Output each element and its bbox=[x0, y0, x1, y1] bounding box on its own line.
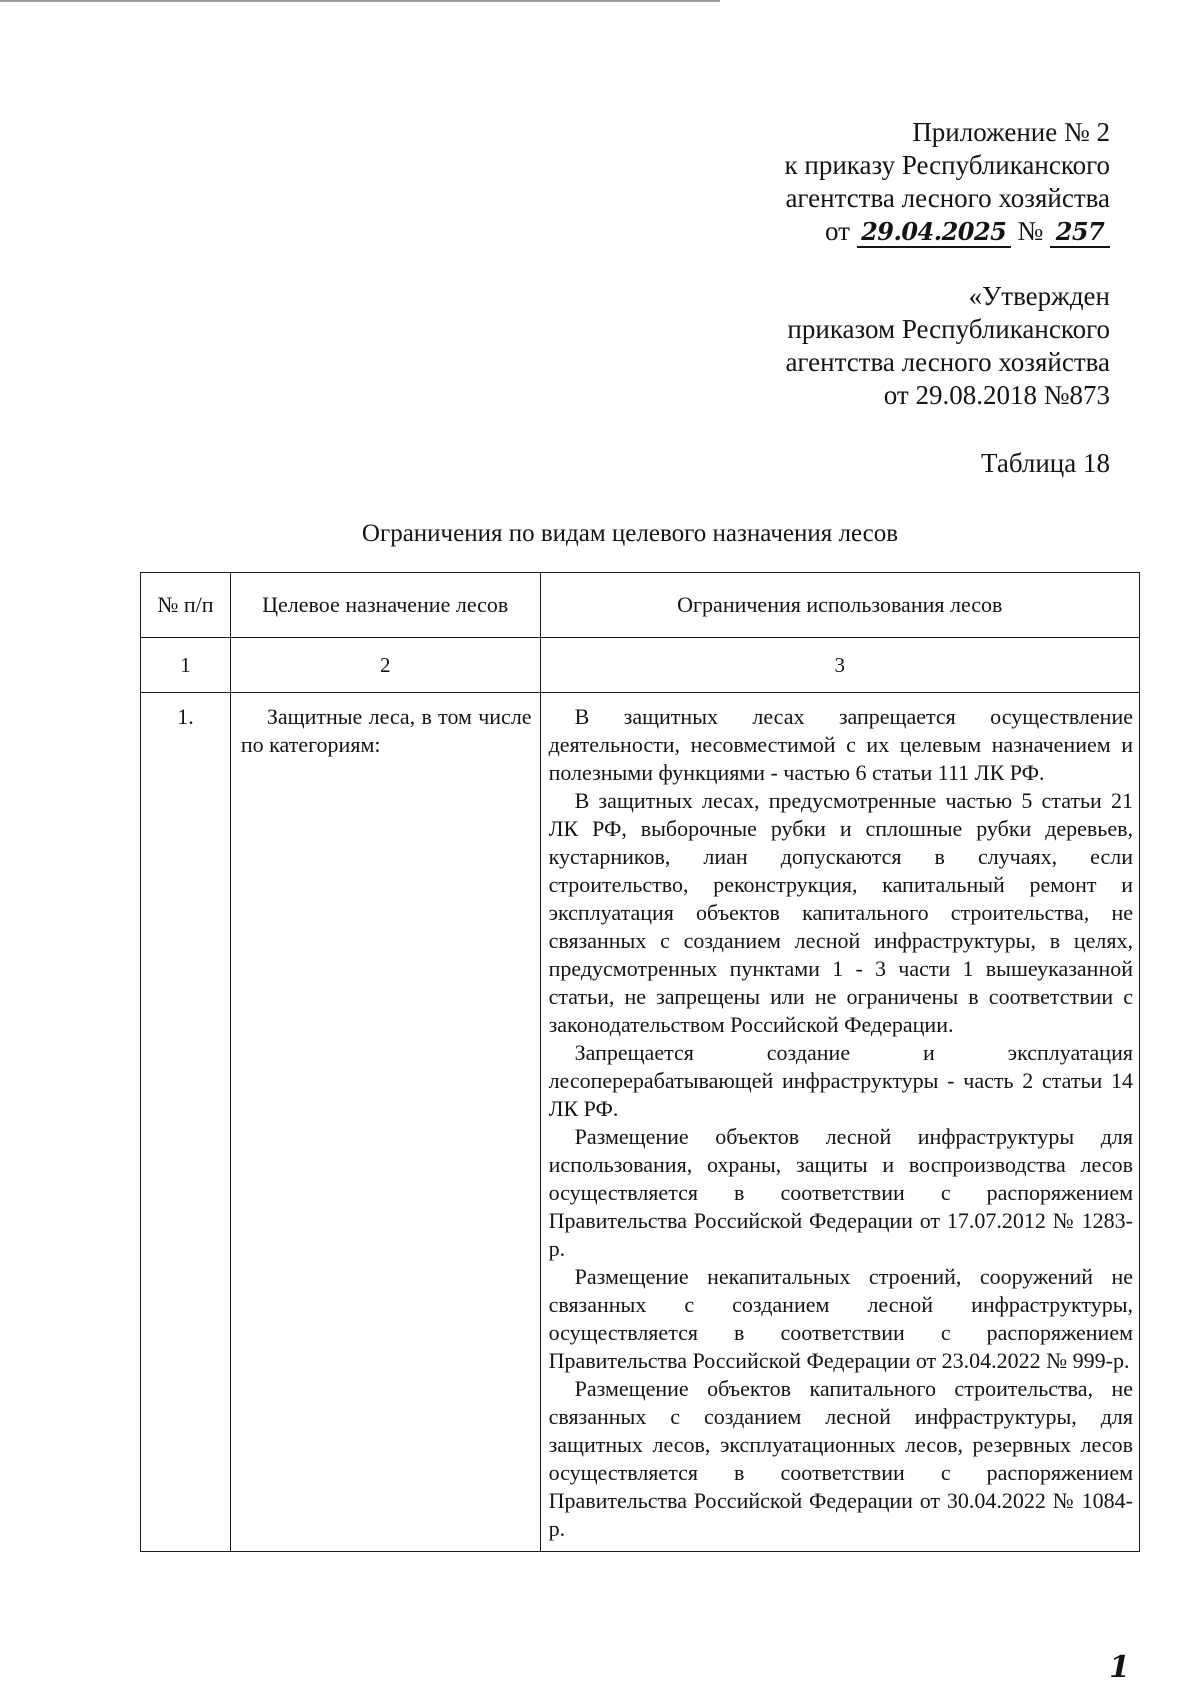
annex-date-prefix: от bbox=[825, 216, 857, 246]
approved-line-2: приказом Республиканского bbox=[787, 314, 1110, 344]
column-index-row bbox=[141, 638, 1140, 693]
row-restrictions bbox=[540, 693, 1139, 1552]
document-title: Ограничения по видам целевого назначения лесов bbox=[361, 520, 899, 547]
annex-line-2: к приказу Республиканского bbox=[784, 150, 1110, 180]
approved-header bbox=[785, 280, 1110, 412]
annex-line-1: Приложение № 2 bbox=[912, 117, 1110, 147]
table-row bbox=[141, 693, 1140, 1552]
row-purpose: Защитные леса, в том числе по категориям: bbox=[240, 704, 532, 757]
restriction-paragraph: Размещение объектов лесной инфраструктуры для использования, охраны, защиты и воспроизводства лесов осуществляется в соответствии с распоряжением Правительства Российской Федерации от 17.07.2012 № 1283-р. bbox=[548, 1124, 1133, 1261]
row-purpose-cell bbox=[230, 693, 540, 1552]
header-restrictions: Ограничения использования лесов bbox=[540, 573, 1139, 638]
column-index-1: 1 bbox=[141, 638, 231, 693]
restrictions-table bbox=[140, 572, 1140, 1552]
row-number: 1. bbox=[141, 693, 231, 1552]
header-number: № п/п bbox=[141, 573, 231, 638]
page-mark: 1 bbox=[1109, 1650, 1130, 1685]
restriction-paragraph: Запрещается создание и эксплуатация лесоперерабатывающей инфраструктуры - часть 2 статьи 14 ЛК РФ. bbox=[548, 1040, 1133, 1121]
column-index-3: 3 bbox=[540, 638, 1139, 693]
scan-top-edge bbox=[0, 0, 720, 2]
annex-number-prefix: № bbox=[1010, 216, 1050, 246]
approved-line-1: «Утвержден bbox=[968, 281, 1110, 311]
table-header-row bbox=[141, 573, 1140, 638]
approved-line-3: агентства лесного хозяйства bbox=[785, 347, 1110, 377]
restriction-paragraph: Размещение объектов капитального строительства, не связанных с созданием лесной инфраструктуры, для защитных лесов, эксплуатационных лесов, резервных лесов осуществляется в соответствии с распоряжением Правительства Российской Федерации от 30.04.2022 № 1084-р. bbox=[548, 1376, 1133, 1541]
annex-line-3: агентства лесного хозяйства bbox=[785, 183, 1110, 213]
handwritten-date: 29.04.2025 bbox=[857, 218, 1011, 248]
annex-date-line bbox=[785, 215, 1110, 248]
restriction-paragraph: Размещение некапитальных строений, сооружений не связанных с созданием лесной инфраструктуры, осуществляется в соответствии с распоряжением Правительства Российской Федерации от 23.04.2022 № 999-р. bbox=[548, 1264, 1133, 1373]
header-purpose: Целевое назначение лесов bbox=[230, 573, 540, 638]
restriction-paragraph: В защитных лесах, предусмотренные частью 5 статьи 21 ЛК РФ, выборочные рубки и сплошные рубки деревьев, кустарников, лиан допускаются в случаях, если строительство, реконструкция, капитальный ремонт и эксплуатация объектов капитального строительства, не связанных с созданием лесной инфраструктуры, в целях, предусмотренных пунктами 1 - 3 части 1 вышеуказанной статьи, не запрещены или не ограничены в соответствии с законодательством Российской Федерации. bbox=[548, 788, 1133, 1037]
approved-line-4: от 29.08.2018 №873 bbox=[883, 380, 1110, 410]
column-index-2: 2 bbox=[230, 638, 540, 693]
restriction-paragraph: В защитных лесах запрещается осуществление деятельности, несовместимой с их целевым назначением и полезными функциями - частью 6 статьи 111 ЛК РФ. bbox=[548, 704, 1133, 785]
table-number: Таблица 18 bbox=[981, 448, 1110, 478]
handwritten-number: 257 bbox=[1050, 218, 1110, 248]
annex-header bbox=[785, 116, 1110, 248]
